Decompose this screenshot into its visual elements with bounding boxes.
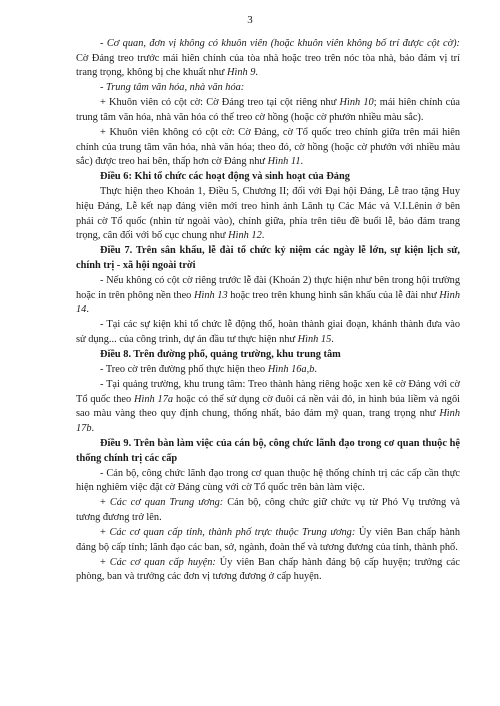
body-text: +: [100, 556, 110, 568]
paragraph: [76, 126, 460, 170]
document-body: [76, 37, 460, 585]
italic-text: Hình 14: [76, 289, 460, 316]
section-heading: Điều 6: Khi tổ chức các hoạt động và sinh hoạt của Đảng: [100, 171, 350, 183]
body-text: - Tại các sự kiện khi tổ chức lễ động thổ, hoàn thành giai đoạn, khánh thành đưa vào sử dụng... của công trình, dự án đầu tư thực hiện như: [76, 319, 460, 345]
paragraph: [76, 81, 460, 96]
italic-text: Hình 11: [267, 156, 301, 168]
body-text: .: [331, 333, 334, 345]
paragraph: [76, 363, 460, 378]
italic-text: Các cơ quan cấp huyện:: [109, 556, 216, 568]
paragraph: [76, 274, 460, 318]
italic-text: Hình 17b: [76, 408, 460, 434]
body-text: - Treo cờ trên đường phố thực hiện theo: [100, 364, 268, 376]
body-text: +: [100, 527, 110, 539]
paragraph: [76, 467, 460, 496]
italic-text: Hình 13: [193, 289, 228, 301]
paragraph: [76, 348, 460, 363]
body-text: Cờ Đảng treo trước mái hiên chính của tòa nhà hoặc treo trên nóc tòa nhà, bảo đảm vị trí trang trọng, không bị che khuất như: [76, 52, 460, 79]
italic-text: - Trung tâm văn hóa, nhà văn hóa:: [100, 82, 245, 94]
paragraph: [76, 556, 460, 585]
paragraph: [76, 170, 460, 185]
page-number: 3: [247, 14, 253, 26]
body-text: - Nếu không có cột cờ riêng trước lễ đài (Khoản 2) thực hiện như bên trong hội trường hoặc in trên phông nền theo: [76, 275, 460, 301]
body-text: +: [100, 497, 110, 509]
paragraph: [76, 244, 460, 273]
body-text: .: [314, 364, 317, 376]
italic-text: Các cơ quan cấp tỉnh, thành phố trực thuộc Trung ương:: [109, 527, 356, 539]
paragraph: [76, 378, 460, 436]
paragraph: [76, 526, 460, 555]
italic-text: Các cơ quan Trung ương:: [109, 497, 224, 509]
paragraph: [76, 185, 460, 243]
italic-text: Hình 17a: [134, 393, 174, 405]
body-text: .: [261, 230, 265, 242]
paragraph: [76, 318, 460, 347]
section-heading: Điều 9. Trên bàn làm việc của cán bộ, công chức lãnh đạo trong cơ quan thuộc hệ thống chính trị các cấp: [76, 438, 460, 464]
body-text: .: [300, 156, 304, 168]
body-text: .: [86, 304, 89, 316]
italic-text: - Cơ quan, đơn vị không có khuôn viên (hoặc khuôn viên không bố trí được cột cờ):: [100, 38, 460, 49]
paragraph: [76, 437, 460, 466]
body-text: + Khuôn viên có cột cờ: Cờ Đảng treo tại cột riêng như: [100, 97, 340, 109]
body-text: Ủy viên Ban chấp hành đảng bộ cấp tỉnh; lãnh đạo các ban, sở, ngành, đoàn thể và tương đương của tỉnh, thành phố.: [76, 527, 461, 553]
body-text: .: [255, 67, 259, 79]
body-text: Thực hiện theo Khoản 1, Điều 5, Chương II; đối với Đại hội Đảng, Lễ trao tặng Huy hiệu Đảng, Lễ kết nạp đảng viên mới treo hình ảnh Lãnh tụ Các Mác và V.I.Lênin ở bên phải cờ Tổ quốc (nhìn từ ngoài vào), chính giữa, phía trên tiêu đề buổi lễ, bảo đảm trang trọng, cân đối với bố cục chung như: [76, 186, 460, 242]
body-text: - Tại quảng trường, khu trung tâm: Treo thành hàng riêng hoặc xen kẽ cờ Đảng với cờ Tổ quốc theo: [76, 379, 460, 405]
italic-text: Hình 15: [297, 333, 332, 345]
italic-text: Hình 9: [226, 67, 256, 79]
body-text: hoặc treo trên khung hình sân khấu của lễ đài như: [227, 289, 440, 301]
paragraph: [76, 96, 460, 125]
italic-text: Hình 16a,b: [267, 364, 315, 376]
italic-text: Hình 10: [339, 97, 374, 109]
paragraph: [76, 496, 460, 525]
body-text: hoặc có thể sử dụng cờ đuôi cá nền vải đỏ, in hình búa liềm và ngôi sao màu vàng theo quy định chung, thống nhất, bảo đảm mỹ quan, trang trọng như: [76, 393, 461, 420]
body-text: Cán bộ, công chức giữ chức vụ từ Phó Vụ trưởng và tương đương trở lên.: [76, 497, 460, 523]
italic-text: Hình 12: [228, 230, 262, 242]
section-heading: Điều 7. Trên sân khấu, lễ đài tổ chức kỷ niệm các ngày lễ lớn, sự kiện lịch sử, chính trị - xã hội ngoài trời: [76, 245, 460, 271]
body-text: ; mái hiên chính của trung tâm văn hóa, nhà văn hóa có thể treo cờ hồng (hoặc cờ phướn nhiều màu sắc).: [76, 97, 460, 123]
body-text: .: [91, 422, 95, 434]
body-text: Ủy viên Ban chấp hành đảng bộ cấp huyện; trưởng các phòng, ban và trưởng các đơn vị tương đương ở cấp huyện.: [76, 556, 460, 583]
section-heading: Điều 8. Trên đường phố, quảng trường, khu trung tâm: [100, 348, 341, 360]
body-text: + Khuôn viên không có cột cờ: Cờ Đảng, cờ Tổ quốc treo chính giữa trên mái hiên chính của trung tâm văn hóa, nhà văn hóa; theo đó, cờ hồng (hoặc cờ phướn với nhiều màu sắc) được treo hai bên, thấp hơn cờ Đảng như: [76, 127, 460, 168]
body-text: - Cán bộ, công chức lãnh đạo trong cơ quan thuộc hệ thống chính trị các cấp cần thực hiện nghiêm việc đặt cờ Đảng cùng với cờ Tổ quốc trên bàn làm việc.: [76, 467, 460, 494]
paragraph: [76, 37, 460, 81]
